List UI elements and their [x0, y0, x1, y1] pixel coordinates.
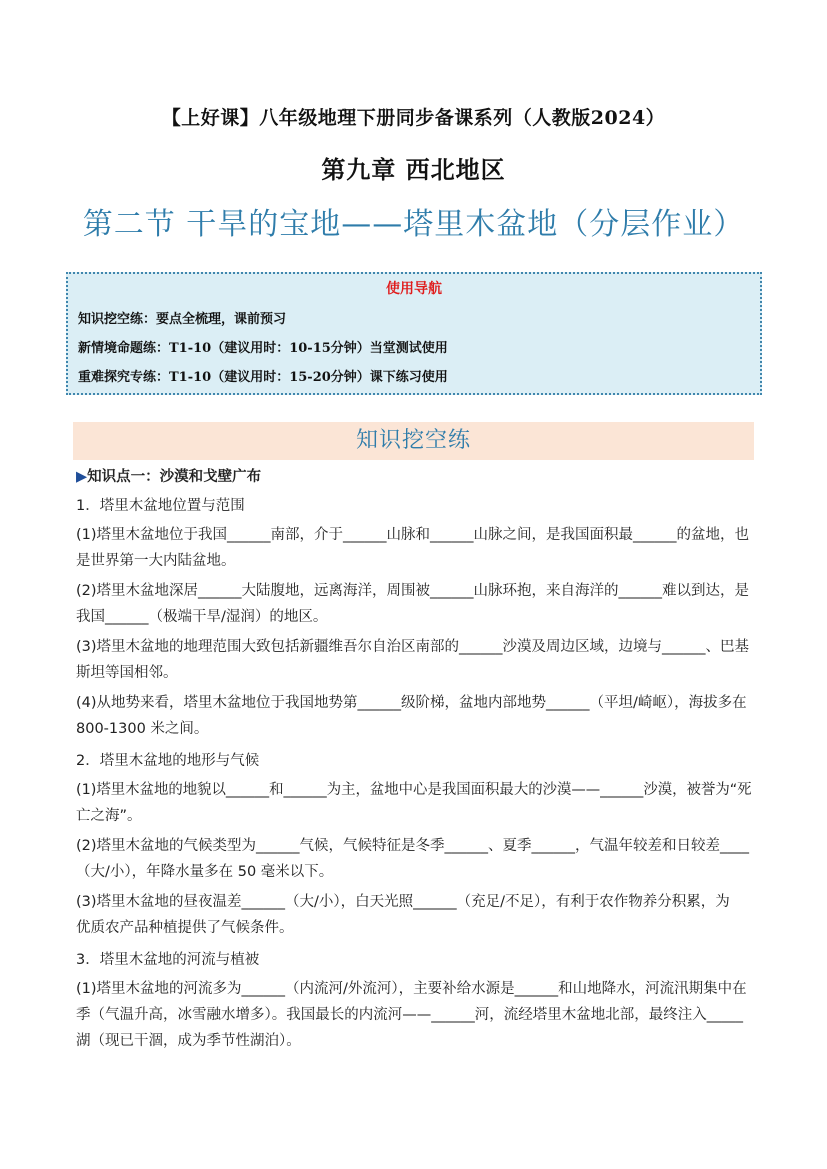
knowledge-point-heading — [76, 467, 261, 487]
usage-guide-box — [66, 272, 762, 395]
content-line: 优质农产品种植提供了气候条件。 — [76, 920, 294, 936]
guide-item: 重难探究专练：T1-10（建议用时：15-20分钟）课下练习使用 — [78, 370, 448, 385]
content-line: 斯坦等国相邻。 — [76, 665, 178, 681]
content-line: (2)塔里木盆地深居______大陆腹地，远离海洋，周围被______山脉环抱，来自海洋的______难以到达，是 — [76, 583, 750, 599]
content-line: 季（气温升高，冰雪融水增多）。我国最长的内流河——______河，流经塔里木盆地北部，最终注入_____ — [76, 1007, 743, 1023]
series-title: 【上好课】八年级地理下册同步备课系列（人教版2024） — [161, 107, 666, 129]
guide-item: 知识挖空练：要点全梳理，课前预习 — [78, 312, 287, 327]
content-line: (3)塔里木盆地的昼夜温差______（大/小），白天光照______（充足/不足），有利于农作物养分积累，为 — [76, 894, 730, 910]
content-line: (1)塔里木盆地的河流多为______（内流河/外流河），主要补给水源是______和山地降水，河流汛期集中在 — [76, 981, 747, 997]
content-line: (4)从地势来看，塔里木盆地位于我国地势第______级阶梯，盆地内部地势______（平坦/崎岖），海拔多在 — [76, 695, 747, 711]
section-banner-title: 知识挖空练 — [355, 428, 471, 453]
content-line: 湖（现已干涸，成为季节性湖泊）。 — [76, 1033, 301, 1049]
content-line: (3)塔里木盆地的地理范围大致包括新疆维吾尔自治区南部的______沙漠及周边区域，边境与______、巴基 — [76, 639, 750, 655]
content-line: （大/小），年降水量多在 50 毫米以下。 — [76, 864, 334, 880]
content-line: 2．塔里木盆地的地形与气候 — [76, 753, 260, 769]
section-banner — [73, 422, 754, 460]
content-line: 我国______（极端干旱/湿润）的地区。 — [76, 609, 328, 625]
content-line: 3．塔里木盆地的河流与植被 — [76, 952, 260, 968]
content-line: (2)塔里木盆地的气候类型为______气候，气候特征是冬季______、夏季______，气温年较差和日较差____ — [76, 838, 750, 854]
section-title: 第二节 干旱的宝地——塔里木盆地（分层作业） — [82, 207, 745, 242]
content-line: (1)塔里木盆地位于我国______南部，介于______山脉和______山脉之间，是我国面积最______的盆地，也 — [76, 527, 750, 543]
content-line: 800-1300 米之间。 — [76, 721, 209, 737]
triangle-marker-icon: ▶ — [76, 469, 88, 485]
content-line: 1．塔里木盆地位置与范围 — [76, 498, 245, 514]
usage-guide-title: 使用导航 — [386, 281, 442, 297]
guide-item: 新情境命题练：T1-10（建议用时：10-15分钟）当堂测试使用 — [78, 341, 448, 356]
content-line: 亡之海”。 — [76, 808, 142, 824]
knowledge-point-label: 知识点一：沙漠和戈壁广布 — [87, 469, 262, 485]
content-line: 是世界第一大内陆盆地。 — [76, 553, 236, 569]
chapter-title: 第九章 西北地区 — [321, 155, 506, 184]
content-line: (1)塔里木盆地的地貌以______和______为主，盆地中心是我国面积最大的沙漠——______沙漠，被誉为“死 — [76, 782, 752, 798]
